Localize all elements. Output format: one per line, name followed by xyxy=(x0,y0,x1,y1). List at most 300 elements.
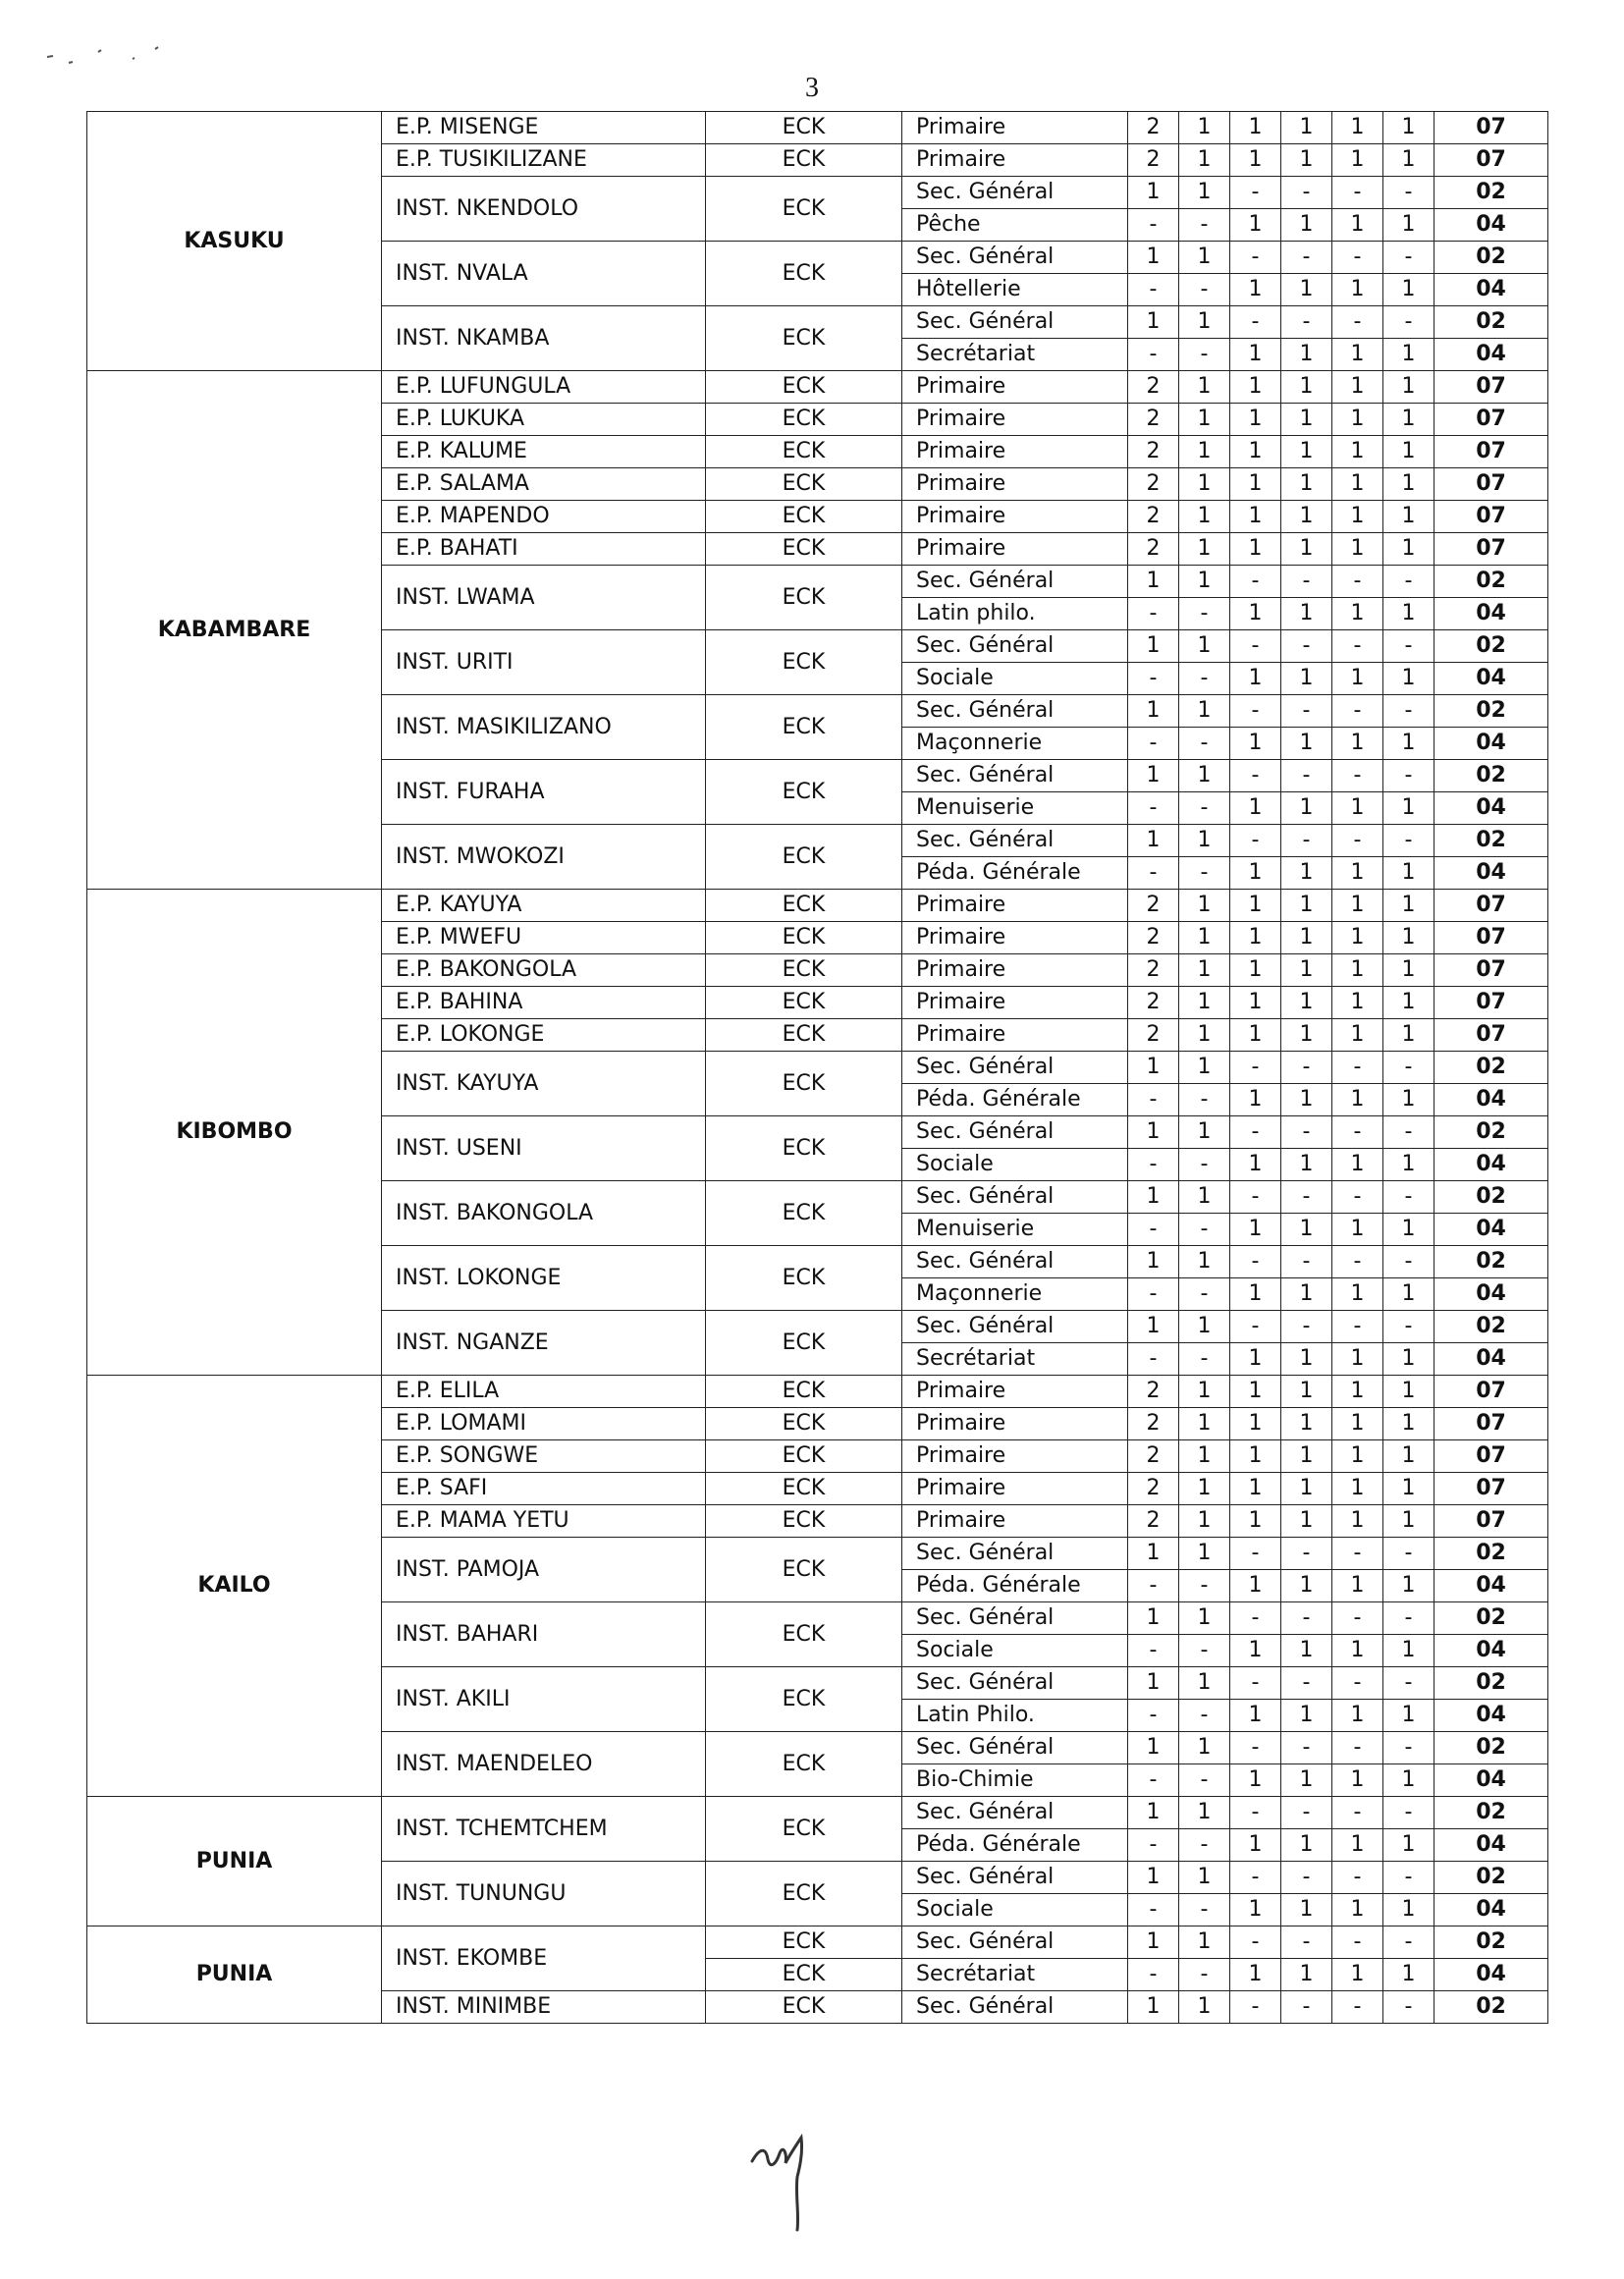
count-cell: - xyxy=(1332,1311,1383,1343)
school-name: INST. NKENDOLO xyxy=(382,177,706,242)
count-cell: 1 xyxy=(1383,1019,1435,1052)
count-cell: 1 xyxy=(1281,436,1332,468)
count-cell: 1 xyxy=(1179,695,1230,728)
count-cell: 2 xyxy=(1128,533,1179,566)
count-cell: 1 xyxy=(1281,1959,1332,1991)
count-cell: 1 xyxy=(1281,1473,1332,1505)
count-cell: - xyxy=(1230,1538,1281,1570)
count-cell: 1 xyxy=(1230,857,1281,890)
count-cell: 1 xyxy=(1332,1343,1383,1376)
count-cell: 1 xyxy=(1230,1473,1281,1505)
count-cell: 1 xyxy=(1179,1440,1230,1473)
count-cell: 1 xyxy=(1281,274,1332,306)
option-cell: Menuiserie xyxy=(902,792,1128,825)
school-name: E.P. BAKONGOLA xyxy=(382,954,706,987)
count-cell: 2 xyxy=(1128,1019,1179,1052)
count-cell: - xyxy=(1383,1991,1435,2024)
count-cell: 1 xyxy=(1332,404,1383,436)
count-cell: 1 xyxy=(1128,1246,1179,1278)
option-cell: Sec. Général xyxy=(902,760,1128,792)
option-cell: Sociale xyxy=(902,1894,1128,1926)
count-cell: - xyxy=(1383,1667,1435,1700)
count-cell: - xyxy=(1128,1635,1179,1667)
school-name: INST. USENI xyxy=(382,1116,706,1181)
count-cell: 1 xyxy=(1383,890,1435,922)
count-cell: - xyxy=(1179,1829,1230,1862)
total-cell: 04 xyxy=(1435,1635,1548,1667)
count-cell: 1 xyxy=(1383,144,1435,177)
count-cell: 1 xyxy=(1332,598,1383,630)
count-cell: 1 xyxy=(1230,1343,1281,1376)
count-cell: 1 xyxy=(1281,371,1332,404)
count-cell: 1 xyxy=(1128,760,1179,792)
count-cell: - xyxy=(1332,695,1383,728)
count-cell: - xyxy=(1383,1926,1435,1959)
count-cell: 1 xyxy=(1332,1700,1383,1732)
count-cell: - xyxy=(1383,177,1435,209)
count-cell: 1 xyxy=(1179,1926,1230,1959)
count-cell: - xyxy=(1128,1829,1179,1862)
count-cell: - xyxy=(1383,1862,1435,1894)
school-name: INST. KAYUYA xyxy=(382,1052,706,1116)
count-cell: 1 xyxy=(1281,112,1332,144)
total-cell: 07 xyxy=(1435,1473,1548,1505)
count-cell: 2 xyxy=(1128,436,1179,468)
total-cell: 07 xyxy=(1435,1408,1548,1440)
count-cell: 1 xyxy=(1332,792,1383,825)
school-name: E.P. SONGWE xyxy=(382,1440,706,1473)
option-cell: Péda. Générale xyxy=(902,1570,1128,1602)
gestion-cell: ECK xyxy=(706,1019,902,1052)
table-row xyxy=(87,1376,1548,1408)
count-cell: 1 xyxy=(1128,306,1179,339)
count-cell: - xyxy=(1179,1764,1230,1797)
total-cell: 04 xyxy=(1435,1278,1548,1311)
count-cell: 1 xyxy=(1281,1829,1332,1862)
count-cell: 1 xyxy=(1281,209,1332,242)
count-cell: 2 xyxy=(1128,371,1179,404)
count-cell: 1 xyxy=(1230,728,1281,760)
school-name: E.P. SALAMA xyxy=(382,468,706,501)
count-cell: - xyxy=(1230,1732,1281,1764)
count-cell: 1 xyxy=(1332,857,1383,890)
count-cell: - xyxy=(1383,1797,1435,1829)
count-cell: 1 xyxy=(1332,987,1383,1019)
gestion-cell: ECK xyxy=(706,1538,902,1602)
count-cell: - xyxy=(1281,825,1332,857)
count-cell: 1 xyxy=(1383,209,1435,242)
option-cell: Sec. Général xyxy=(902,1862,1128,1894)
count-cell: 1 xyxy=(1281,987,1332,1019)
count-cell: 1 xyxy=(1332,1764,1383,1797)
gestion-cell: ECK xyxy=(706,630,902,695)
total-cell: 07 xyxy=(1435,404,1548,436)
count-cell: 2 xyxy=(1128,1440,1179,1473)
school-name: INST. TCHEMTCHEM xyxy=(382,1797,706,1862)
count-cell: 1 xyxy=(1281,1440,1332,1473)
count-cell: 1 xyxy=(1281,954,1332,987)
count-cell: - xyxy=(1128,209,1179,242)
count-cell: 1 xyxy=(1332,339,1383,371)
gestion-cell: ECK xyxy=(706,436,902,468)
count-cell: - xyxy=(1332,1926,1383,1959)
count-cell: 1 xyxy=(1383,1635,1435,1667)
count-cell: - xyxy=(1128,1278,1179,1311)
count-cell: 1 xyxy=(1230,1959,1281,1991)
count-cell: 1 xyxy=(1383,1764,1435,1797)
count-cell: - xyxy=(1383,1732,1435,1764)
count-cell: - xyxy=(1179,1084,1230,1116)
count-cell: 1 xyxy=(1383,1408,1435,1440)
school-name: E.P. LOKONGE xyxy=(382,1019,706,1052)
schools-table xyxy=(86,111,1548,2024)
count-cell: 1 xyxy=(1179,825,1230,857)
count-cell: 1 xyxy=(1128,242,1179,274)
count-cell: 1 xyxy=(1281,1408,1332,1440)
count-cell: 1 xyxy=(1332,112,1383,144)
count-cell: 1 xyxy=(1332,274,1383,306)
count-cell: - xyxy=(1332,177,1383,209)
count-cell: 1 xyxy=(1383,922,1435,954)
school-name: E.P. LUKUKA xyxy=(382,404,706,436)
count-cell: 1 xyxy=(1230,144,1281,177)
count-cell: 2 xyxy=(1128,1376,1179,1408)
count-cell: 1 xyxy=(1230,1278,1281,1311)
district-name: KAILO xyxy=(87,1376,382,1797)
count-cell: - xyxy=(1128,1149,1179,1181)
count-cell: - xyxy=(1332,1181,1383,1214)
school-name: INST. NKAMBA xyxy=(382,306,706,371)
district-name: PUNIA xyxy=(87,1797,382,1926)
count-cell: 1 xyxy=(1179,468,1230,501)
count-cell: 1 xyxy=(1383,468,1435,501)
option-cell: Sec. Général xyxy=(902,630,1128,663)
count-cell: 1 xyxy=(1383,857,1435,890)
gestion-cell: ECK xyxy=(706,954,902,987)
count-cell: - xyxy=(1332,1797,1383,1829)
total-cell: 02 xyxy=(1435,695,1548,728)
school-name: E.P. KALUME xyxy=(382,436,706,468)
total-cell: 04 xyxy=(1435,209,1548,242)
count-cell: 1 xyxy=(1332,1408,1383,1440)
count-cell: 1 xyxy=(1383,728,1435,760)
school-name: E.P. LOMAMI xyxy=(382,1408,706,1440)
count-cell: 1 xyxy=(1230,1829,1281,1862)
count-cell: - xyxy=(1281,1732,1332,1764)
count-cell: 1 xyxy=(1383,987,1435,1019)
count-cell: 1 xyxy=(1230,1376,1281,1408)
count-cell: 1 xyxy=(1383,1473,1435,1505)
count-cell: - xyxy=(1128,1700,1179,1732)
total-cell: 02 xyxy=(1435,1862,1548,1894)
count-cell: 1 xyxy=(1179,1505,1230,1538)
count-cell: 1 xyxy=(1332,1149,1383,1181)
total-cell: 04 xyxy=(1435,857,1548,890)
school-name: INST. LWAMA xyxy=(382,566,706,630)
count-cell: - xyxy=(1179,1278,1230,1311)
count-cell: 1 xyxy=(1332,1214,1383,1246)
count-cell: 1 xyxy=(1383,1894,1435,1926)
option-cell: Sec. Général xyxy=(902,1181,1128,1214)
count-cell: 1 xyxy=(1281,1278,1332,1311)
count-cell: 1 xyxy=(1230,1149,1281,1181)
gestion-cell: ECK xyxy=(706,566,902,630)
gestion-cell: ECK xyxy=(706,1408,902,1440)
count-cell: - xyxy=(1179,1959,1230,1991)
option-cell: Primaire xyxy=(902,1473,1128,1505)
count-cell: 1 xyxy=(1179,1376,1230,1408)
count-cell: - xyxy=(1281,1926,1332,1959)
count-cell: - xyxy=(1383,1246,1435,1278)
count-cell: - xyxy=(1332,1538,1383,1570)
option-cell: Sec. Général xyxy=(902,1116,1128,1149)
total-cell: 07 xyxy=(1435,1440,1548,1473)
option-cell: Sec. Général xyxy=(902,1732,1128,1764)
count-cell: 1 xyxy=(1179,1602,1230,1635)
count-cell: - xyxy=(1383,1181,1435,1214)
total-cell: 07 xyxy=(1435,468,1548,501)
count-cell: - xyxy=(1230,1246,1281,1278)
school-name: E.P. SAFI xyxy=(382,1473,706,1505)
count-cell: 1 xyxy=(1179,566,1230,598)
count-cell: 2 xyxy=(1128,922,1179,954)
school-name: INST. TUNUNGU xyxy=(382,1862,706,1926)
count-cell: 1 xyxy=(1383,663,1435,695)
count-cell: 2 xyxy=(1128,468,1179,501)
total-cell: 07 xyxy=(1435,922,1548,954)
count-cell: - xyxy=(1179,1149,1230,1181)
count-cell: 1 xyxy=(1128,1311,1179,1343)
total-cell: 02 xyxy=(1435,1538,1548,1570)
count-cell: 1 xyxy=(1179,1667,1230,1700)
count-cell: 1 xyxy=(1179,144,1230,177)
option-cell: Hôtellerie xyxy=(902,274,1128,306)
count-cell: 1 xyxy=(1230,1505,1281,1538)
school-name: INST. AKILI xyxy=(382,1667,706,1732)
option-cell: Primaire xyxy=(902,112,1128,144)
gestion-cell: ECK xyxy=(706,1959,902,1991)
count-cell: - xyxy=(1281,1246,1332,1278)
count-cell: 1 xyxy=(1179,1116,1230,1149)
count-cell: - xyxy=(1179,274,1230,306)
count-cell: 1 xyxy=(1332,1570,1383,1602)
count-cell: - xyxy=(1332,1246,1383,1278)
option-cell: Primaire xyxy=(902,954,1128,987)
option-cell: Primaire xyxy=(902,1376,1128,1408)
count-cell: 1 xyxy=(1230,274,1281,306)
count-cell: - xyxy=(1383,630,1435,663)
school-name: INST. BAKONGOLA xyxy=(382,1181,706,1246)
count-cell: - xyxy=(1230,1311,1281,1343)
count-cell: - xyxy=(1230,760,1281,792)
count-cell: 1 xyxy=(1179,1311,1230,1343)
total-cell: 02 xyxy=(1435,1926,1548,1959)
count-cell: 1 xyxy=(1230,1764,1281,1797)
count-cell: 1 xyxy=(1281,1700,1332,1732)
count-cell: 1 xyxy=(1281,1894,1332,1926)
gestion-cell: ECK xyxy=(706,1667,902,1732)
count-cell: 1 xyxy=(1230,792,1281,825)
total-cell: 02 xyxy=(1435,1797,1548,1829)
count-cell: 1 xyxy=(1230,501,1281,533)
gestion-cell: ECK xyxy=(706,1052,902,1116)
count-cell: - xyxy=(1281,566,1332,598)
count-cell: 1 xyxy=(1230,533,1281,566)
count-cell: - xyxy=(1281,177,1332,209)
count-cell: - xyxy=(1230,695,1281,728)
total-cell: 07 xyxy=(1435,954,1548,987)
count-cell: - xyxy=(1281,1797,1332,1829)
school-name: INST. MINIMBE xyxy=(382,1991,706,2024)
count-cell: - xyxy=(1281,306,1332,339)
count-cell: 1 xyxy=(1332,144,1383,177)
count-cell: 1 xyxy=(1332,1829,1383,1862)
school-name: E.P. LUFUNGULA xyxy=(382,371,706,404)
count-cell: - xyxy=(1281,242,1332,274)
count-cell: 1 xyxy=(1332,1959,1383,1991)
count-cell: 1 xyxy=(1383,112,1435,144)
count-cell: 1 xyxy=(1128,566,1179,598)
count-cell: 1 xyxy=(1128,1052,1179,1084)
total-cell: 02 xyxy=(1435,1181,1548,1214)
district-name: KIBOMBO xyxy=(87,890,382,1376)
count-cell: 1 xyxy=(1332,922,1383,954)
count-cell: 1 xyxy=(1281,1084,1332,1116)
count-cell: 1 xyxy=(1332,954,1383,987)
count-cell: 1 xyxy=(1383,371,1435,404)
gestion-cell: ECK xyxy=(706,1116,902,1181)
total-cell: 07 xyxy=(1435,371,1548,404)
count-cell: 1 xyxy=(1179,1797,1230,1829)
signature-mark xyxy=(746,2126,835,2234)
option-cell: Sociale xyxy=(902,1635,1128,1667)
count-cell: - xyxy=(1230,177,1281,209)
count-cell: 1 xyxy=(1383,1084,1435,1116)
count-cell: - xyxy=(1332,760,1383,792)
table-row xyxy=(87,371,1548,404)
count-cell: - xyxy=(1230,1052,1281,1084)
count-cell: 1 xyxy=(1128,630,1179,663)
count-cell: - xyxy=(1230,1797,1281,1829)
count-cell: - xyxy=(1281,1602,1332,1635)
count-cell: 1 xyxy=(1383,436,1435,468)
option-cell: Sec. Général xyxy=(902,1311,1128,1343)
count-cell: 1 xyxy=(1383,598,1435,630)
scan-marks xyxy=(39,20,177,69)
count-cell: 1 xyxy=(1383,954,1435,987)
count-cell: 1 xyxy=(1383,533,1435,566)
count-cell: - xyxy=(1230,1991,1281,2024)
count-cell: 1 xyxy=(1383,1700,1435,1732)
count-cell: 1 xyxy=(1281,792,1332,825)
total-cell: 07 xyxy=(1435,1019,1548,1052)
count-cell: 1 xyxy=(1281,1214,1332,1246)
option-cell: Bio-Chimie xyxy=(902,1764,1128,1797)
count-cell: 1 xyxy=(1230,1700,1281,1732)
count-cell: 1 xyxy=(1383,1149,1435,1181)
gestion-cell: ECK xyxy=(706,144,902,177)
count-cell: 1 xyxy=(1281,598,1332,630)
count-cell: 1 xyxy=(1128,1991,1179,2024)
count-cell: 1 xyxy=(1179,1408,1230,1440)
gestion-cell: ECK xyxy=(706,1246,902,1311)
gestion-cell: ECK xyxy=(706,242,902,306)
count-cell: - xyxy=(1281,1116,1332,1149)
total-cell: 04 xyxy=(1435,1764,1548,1797)
gestion-cell: ECK xyxy=(706,1473,902,1505)
count-cell: 1 xyxy=(1128,177,1179,209)
count-cell: - xyxy=(1230,825,1281,857)
count-cell: - xyxy=(1230,306,1281,339)
count-cell: 1 xyxy=(1383,1440,1435,1473)
total-cell: 07 xyxy=(1435,436,1548,468)
option-cell: Secrétariat xyxy=(902,339,1128,371)
option-cell: Menuiserie xyxy=(902,1214,1128,1246)
option-cell: Secrétariat xyxy=(902,1959,1128,1991)
count-cell: 1 xyxy=(1281,1149,1332,1181)
option-cell: Primaire xyxy=(902,404,1128,436)
count-cell: 1 xyxy=(1383,1829,1435,1862)
count-cell: 1 xyxy=(1128,1181,1179,1214)
total-cell: 04 xyxy=(1435,1343,1548,1376)
option-cell: Sec. Général xyxy=(902,695,1128,728)
count-cell: 2 xyxy=(1128,890,1179,922)
count-cell: 1 xyxy=(1281,728,1332,760)
option-cell: Sec. Général xyxy=(902,177,1128,209)
count-cell: - xyxy=(1230,1181,1281,1214)
count-cell: 1 xyxy=(1281,404,1332,436)
count-cell: - xyxy=(1332,825,1383,857)
count-cell: - xyxy=(1332,1862,1383,1894)
count-cell: 1 xyxy=(1128,825,1179,857)
total-cell: 07 xyxy=(1435,1376,1548,1408)
count-cell: - xyxy=(1179,598,1230,630)
total-cell: 04 xyxy=(1435,1570,1548,1602)
count-cell: 1 xyxy=(1332,663,1383,695)
option-cell: Sec. Général xyxy=(902,1246,1128,1278)
count-cell: - xyxy=(1230,242,1281,274)
count-cell: - xyxy=(1332,1732,1383,1764)
count-cell: - xyxy=(1332,1052,1383,1084)
count-cell: 1 xyxy=(1179,1732,1230,1764)
count-cell: - xyxy=(1281,1991,1332,2024)
school-name: INST. BAHARI xyxy=(382,1602,706,1667)
option-cell: Primaire xyxy=(902,144,1128,177)
gestion-cell: ECK xyxy=(706,1926,902,1959)
school-name: E.P. MISENGE xyxy=(382,112,706,144)
total-cell: 04 xyxy=(1435,728,1548,760)
count-cell: 1 xyxy=(1128,1732,1179,1764)
gestion-cell: ECK xyxy=(706,1181,902,1246)
district-name: PUNIA xyxy=(87,1926,382,2024)
count-cell: - xyxy=(1383,1311,1435,1343)
count-cell: 1 xyxy=(1230,890,1281,922)
option-cell: Sec. Général xyxy=(902,1667,1128,1700)
count-cell: 1 xyxy=(1230,371,1281,404)
count-cell: - xyxy=(1332,1116,1383,1149)
count-cell: 1 xyxy=(1383,792,1435,825)
gestion-cell: ECK xyxy=(706,922,902,954)
count-cell: 1 xyxy=(1383,1278,1435,1311)
count-cell: 1 xyxy=(1230,987,1281,1019)
option-cell: Primaire xyxy=(902,1505,1128,1538)
count-cell: 1 xyxy=(1281,1570,1332,1602)
school-name: E.P. BAHATI xyxy=(382,533,706,566)
count-cell: - xyxy=(1383,242,1435,274)
count-cell: 1 xyxy=(1128,1116,1179,1149)
district-name: KASUKU xyxy=(87,112,382,371)
option-cell: Maçonnerie xyxy=(902,1278,1128,1311)
